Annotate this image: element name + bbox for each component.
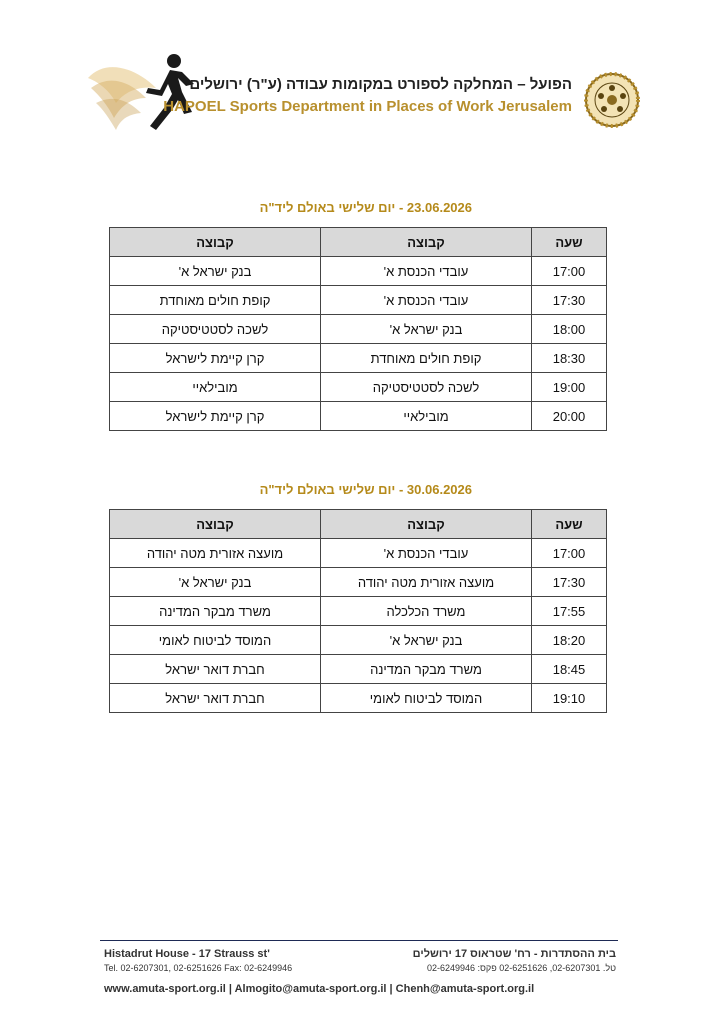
- time-cell: 17:30: [532, 568, 607, 597]
- footer-hebrew-phone: טל. 02-6207301, 02-6251626 פקס: 02-6249946: [426, 963, 616, 973]
- team2-cell: המוסד לביטוח לאומי: [110, 626, 321, 655]
- team2-cell: חברת דואר ישראל: [110, 655, 321, 684]
- table-row: [110, 344, 607, 373]
- team2-column-header: קבוצה: [110, 228, 321, 257]
- time-cell: 20:00: [532, 402, 607, 431]
- table-row: [110, 655, 607, 684]
- time-cell: 18:45: [532, 655, 607, 684]
- team1-cell: משרד הכלכלה: [321, 597, 532, 626]
- english-org-title: HAPOEL Sports Department in Places of Work Jerusalem: [163, 98, 572, 115]
- schedule-table: [109, 509, 607, 713]
- time-column-header: שעה: [532, 228, 607, 257]
- time-cell: 19:10: [532, 684, 607, 713]
- table-row: [110, 286, 607, 315]
- team1-cell: בנק ישראל א': [321, 315, 532, 344]
- time-cell: 17:00: [532, 257, 607, 286]
- hebrew-org-title: הפועל – המחלקה לספורט במקומות עבודה (ע"ר) ירושלים: [189, 76, 572, 93]
- table-header-row: [110, 228, 607, 257]
- team2-cell: קופת חולים מאוחדת: [110, 286, 321, 315]
- table-row: [110, 539, 607, 568]
- team1-cell: עובדי הכנסת א': [321, 286, 532, 315]
- page-header: [80, 48, 650, 138]
- team1-cell: מובילאיי: [321, 402, 532, 431]
- table-row: [110, 257, 607, 286]
- time-cell: 17:00: [532, 539, 607, 568]
- time-column-header: שעה: [532, 510, 607, 539]
- time-cell: 19:00: [532, 373, 607, 402]
- team1-cell: עובדי הכנסת א': [321, 539, 532, 568]
- footer-divider: [100, 940, 618, 941]
- time-cell: 17:30: [532, 286, 607, 315]
- team1-cell: מועצה אזורית מטה יהודה: [321, 568, 532, 597]
- table-row: [110, 684, 607, 713]
- team1-cell: המוסד לביטוח לאומי: [321, 684, 532, 713]
- time-cell: 18:00: [532, 315, 607, 344]
- table-row: [110, 402, 607, 431]
- team2-cell: לשכה לסטטיסטיקה: [110, 315, 321, 344]
- runner-logo-icon: [86, 48, 196, 133]
- team2-cell: משרד מבקר המדינה: [110, 597, 321, 626]
- table-row: [110, 373, 607, 402]
- table-row: [110, 315, 607, 344]
- footer-web-emails[interactable]: www.amuta-sport.org.il | Almogito@amuta-sport.org.il | Chenh@amuta-sport.org.il: [104, 983, 535, 995]
- team2-cell: חברת דואר ישראל: [110, 684, 321, 713]
- team1-cell: לשכה לסטטיסטיקה: [321, 373, 532, 402]
- team1-cell: עובדי הכנסת א': [321, 257, 532, 286]
- time-cell: 17:55: [532, 597, 607, 626]
- team2-column-header: קבוצה: [110, 510, 321, 539]
- team1-cell: בנק ישראל א': [321, 626, 532, 655]
- time-cell: 18:30: [532, 344, 607, 373]
- team1-cell: קופת חולים מאוחדת: [321, 344, 532, 373]
- team1-cell: משרד מבקר המדינה: [321, 655, 532, 684]
- footer-hebrew-address: בית ההסתדרות - רח' שטראוס 17 ירושלים: [412, 948, 616, 960]
- team2-cell: בנק ישראל א': [110, 568, 321, 597]
- team2-cell: קרן קיימת לישראל: [110, 402, 321, 431]
- schedule-table: [109, 227, 607, 431]
- team2-cell: בנק ישראל א': [110, 257, 321, 286]
- organization-seal-icon: [584, 72, 640, 128]
- footer-english-phone: Tel. 02-6207301, 02-6251626 Fax: 02-6249946: [104, 963, 293, 973]
- time-cell: 18:20: [532, 626, 607, 655]
- team2-cell: מובילאיי: [110, 373, 321, 402]
- footer-english-address: Histadrut House - 17 Strauss st': [104, 948, 270, 960]
- schedule-title: 30.06.2026 - יום שלישי באולם ליד"ה: [259, 482, 472, 497]
- table-header-row: [110, 510, 607, 539]
- team1-column-header: קבוצה: [321, 228, 532, 257]
- schedule-title: 23.06.2026 - יום שלישי באולם ליד"ה: [259, 200, 472, 215]
- table-row: [110, 568, 607, 597]
- team1-column-header: קבוצה: [321, 510, 532, 539]
- table-row: [110, 597, 607, 626]
- team2-cell: קרן קיימת לישראל: [110, 344, 321, 373]
- table-row: [110, 626, 607, 655]
- team2-cell: מועצה אזורית מטה יהודה: [110, 539, 321, 568]
